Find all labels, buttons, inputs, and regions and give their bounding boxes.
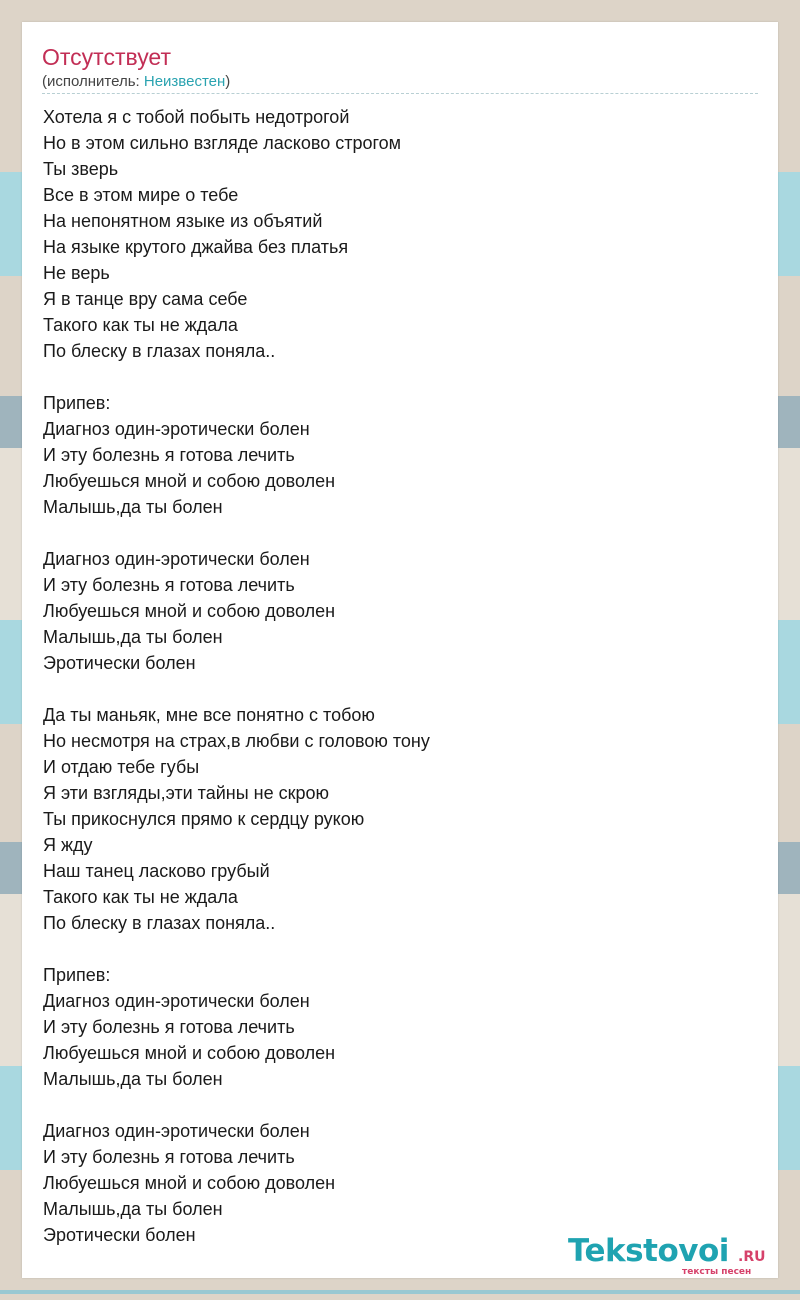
logo-wordmark: Tekstovoi xyxy=(568,1233,729,1269)
lyric-line: Малышь,да ты болен xyxy=(43,1069,223,1089)
lyric-line: Любуешься мной и собою доволен xyxy=(43,1043,336,1063)
artist-line xyxy=(42,72,230,92)
lyric-line: И эту болезнь я готова лечить xyxy=(43,445,295,465)
stanza-break xyxy=(43,676,430,702)
lyric-line: Любуешься мной и собою доволен xyxy=(43,471,336,491)
lyric-line: На языке крутого джайва без платья xyxy=(43,237,349,257)
lyric-line: Любуешься мной и собою доволен xyxy=(43,601,336,621)
lyrics-text xyxy=(43,104,430,1248)
lyric-line: Диагноз один-эротически болен xyxy=(43,419,310,439)
lyric-line: Не верь xyxy=(43,263,110,283)
lyric-line: И эту болезнь я готова лечить xyxy=(43,1147,295,1167)
stanza-break xyxy=(43,520,430,546)
lyric-line: И отдаю тебе губы xyxy=(43,757,200,777)
lyric-line: Диагноз один-эротически болен xyxy=(43,549,310,569)
lyric-line: Малышь,да ты болен xyxy=(43,497,223,517)
lyric-line: По блеску в глазах поняла.. xyxy=(43,913,276,933)
lyric-line: Я жду xyxy=(43,835,93,855)
logo-domain: .RU xyxy=(738,1249,766,1265)
artist-prefix: (исполнитель: xyxy=(42,73,144,90)
lyric-line: Эротически болен xyxy=(43,653,196,673)
lyric-line: По блеску в глазах поняла.. xyxy=(43,341,276,361)
lyric-line: Все в этом мире о тебе xyxy=(43,185,239,205)
lyric-line: Ты зверь xyxy=(43,159,119,179)
lyric-line: Такого как ты не ждала xyxy=(43,315,238,335)
lyric-line: На непонятном языке из объятий xyxy=(43,211,323,231)
logo-tagline: тексты песен xyxy=(682,1267,752,1277)
stanza-break xyxy=(43,936,430,962)
lyrics-card xyxy=(22,22,778,1278)
artist-link[interactable]: Неизвестен xyxy=(143,73,226,90)
lyric-line: Да ты маньяк, мне все понятно с тобою xyxy=(43,705,375,725)
lyric-line: Я эти взгляды,эти тайны не скрою xyxy=(43,783,329,803)
lyric-line: Диагноз один-эротически болен xyxy=(43,1121,310,1141)
lyric-line: Я в танце вру сама себе xyxy=(43,289,248,309)
lyric-line: Такого как ты не ждала xyxy=(43,887,238,907)
artist-suffix: ) xyxy=(225,73,231,90)
lyric-line: Любуешься мной и собою доволен xyxy=(43,1173,336,1193)
stanza-break xyxy=(43,1092,430,1118)
lyric-line: И эту болезнь я готова лечить xyxy=(43,1017,295,1037)
lyric-line: Наш танец ласково грубый xyxy=(43,861,270,881)
lyric-line: Припев: xyxy=(43,965,111,985)
lyric-line: Припев: xyxy=(43,393,111,413)
lyric-line: Ты прикоснулся прямо к сердцу рукою xyxy=(43,809,365,829)
bottom-stripe xyxy=(0,1290,800,1294)
lyric-line: Но несмотря на страх,в любви с головою тону xyxy=(43,731,430,751)
lyric-line: Малышь,да ты болен xyxy=(43,627,223,647)
stanza-break xyxy=(43,364,430,390)
lyric-line: Хотела я с тобой побыть недотрогой xyxy=(43,107,350,127)
lyric-line: Диагноз один-эротически болен xyxy=(43,991,310,1011)
site-logo[interactable] xyxy=(568,1232,778,1282)
lyric-line: Малышь,да ты болен xyxy=(43,1199,223,1219)
lyric-line: Но в этом сильно взгляде ласково строгом xyxy=(43,133,402,153)
lyric-line: И эту болезнь я готова лечить xyxy=(43,575,295,595)
title-divider xyxy=(42,93,758,94)
song-title: Отсутствует xyxy=(42,44,171,70)
lyric-line: Эротически болен xyxy=(43,1225,196,1245)
